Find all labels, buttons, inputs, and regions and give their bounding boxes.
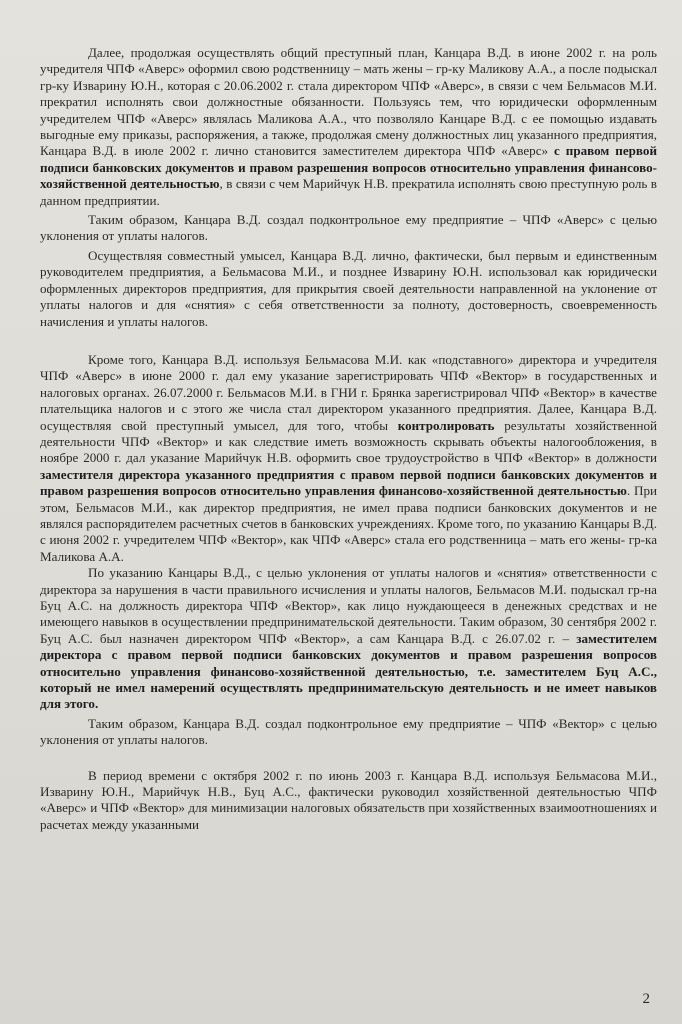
paragraph-2 bbox=[40, 212, 657, 245]
paragraph-4-bold-2: заместителя директора указанного предприятия с правом первой подписи банковских документов и правом разрешения вопросов относительно управления финансово-хозяйственной деятельностью bbox=[40, 466, 657, 499]
paragraph-4-text: Кроме того, Канцара В.Д. используя Бельмасова М.И. как «подставного» директора и учредителя ЧПФ «Аверс» в июне 2000 г. дал ему указание зарегистрировать ЧПФ «Вектор» в государственных и налоговых органах. 26.07.2000 г. Бельмасов М.И. в ГНИ г. Брянка зарегистрировал ЧПФ «Вектор» в качестве плательщика налогов и с этого же числа стал директором указанного предприятия. Далее, Канцара В.Д. осуществляя свой преступный умысел, для того, чтобы bbox=[40, 351, 657, 433]
paragraph-1-bold-1: с правом первой подписи банковских документов и правом разрешения вопросов относительно управления финансово-хозяйственной деятельностью bbox=[40, 143, 657, 192]
paragraph-3 bbox=[40, 248, 657, 330]
paragraph-7-text: В период времени с октября 2002 г. по июнь 2003 г. Канцара В.Д. используя Бельмасова М.И., Изварину Ю.Н., Марийчук Н.В., Буц А.С., фактически руководил хозяйственной деятельностью ЧПФ «Аверс» и ЧПФ «Вектор» для минимизации налоговых обязательств при хозяйственных взаимоотношениях и расчетах между указанными bbox=[40, 767, 657, 832]
paragraph-5-text: По указанию Канцары В.Д., с целью уклонения от уплаты налогов и «снятия» ответственности с директора за нарушения в части правильного исчисления и уплаты налогов, Бельмасов М.И. подыскал гр-на Буц А.С. на должность директора ЧПФ «Вектор», как лицо нуждающееся в денежных средствах и не имеющего навыков в осуществлении предпринимательской деятельности. Таким образом, 30 сентября 2002 г. Буц А.С. был назначен директором ЧПФ «Вектор», а сам Канцара В.Д. с 26.07.02 г. – bbox=[40, 565, 657, 646]
paragraph-1-text: Далее, продолжая осуществлять общий преступный план, Канцара В.Д. в июне 2002 г. на роль учредителя ЧПФ «Аверс» оформил свою родственницу – мать жены – гр-ку Маликову А.А., а после подыскал гр-ку Изварину Ю.Н., которая с 20.06.2002 г. стала директором ЧПФ «Аверс», в связи с чем Бельмасов М.И. прекратил исполнять свои должностные обязанности. Пользуясь тем, что юридически оформленным учредителем ЧПФ «Аверс» являлась Маликова А.А., что позволяло Канцаре В.Д. с ее помощью издавать выгодные ему приказы, распоряжения, а также, продолжая смену должностных лиц указанного предприятия, Канцара В.Д. в июле 2002 г. лично становится заместителем директора ЧПФ «Аверс» bbox=[40, 45, 657, 159]
paragraph-6-text: Таким образом, Канцара В.Д. создал подконтрольное ему предприятие – ЧПФ «Вектор» с целью уклонения от уплаты налогов. bbox=[40, 715, 657, 748]
paragraph-7 bbox=[40, 768, 657, 834]
paragraph-5 bbox=[40, 565, 657, 713]
paragraph-2-text: Таким образом, Канцара В.Д. создал подконтрольное ему предприятие – ЧПФ «Аверс» с целью уклонения от уплаты налогов. bbox=[40, 212, 657, 244]
paragraph-5-bold-1: заместителем директора с правом первой подписи банковских документов и правом разрешения вопросов относительно управления финансово-хозяйственной деятельностью, т.е. заместителем Буц А.С., который не имел намерений осуществлять предпринимательскую деятельность и не имеет навыков для этого. bbox=[40, 630, 657, 712]
paragraph-4-text-3: . При этом, Бельмасов М.И., как директор предприятия, не имел права подписи банковских документов и не являлся распорядителем расчетных счетов в банковских учреждениях. Кроме того, по указанию Канцары В.Д. с июня 2002 г. учредителем ЧПФ «Вектор», как ЧПФ «Аверс» стала его родственница – мать его жены- гр-ка Маликова А.А. bbox=[40, 483, 657, 564]
document-body bbox=[40, 45, 657, 833]
paragraph-1 bbox=[40, 45, 657, 209]
paragraph-4-text-2: результаты хозяйственной деятельности ЧПФ «Вектор» и как следствие иметь возможность скрывать объекты налогообложения, в ноябре 2000 г. дал указание Марийчук Н.В. оформить свое трудоустройство в ЧПФ «Вектор» в должности bbox=[40, 417, 657, 466]
page-number: 2 bbox=[642, 991, 650, 1007]
paragraph-4 bbox=[40, 352, 657, 565]
paragraph-4-bold-1: контролировать bbox=[397, 417, 495, 433]
paragraph-1-text-2: , в связи с чем Марийчук Н.В. прекратила исполнять свою преступную роль в данном предприятии. bbox=[40, 176, 657, 208]
paragraph-3-text: Осуществляя совместный умысел, Канцара В.Д. лично, фактически, был первым и единственным руководителем предприятия, а Бельмасова М.И., и позднее Изварину Ю.Н. использовал как юридически оформленных директоров предприятия, для прикрытия своей деятельности направленной на уклонение от уплаты налогов и для «снятия» с себя ответственности за полноту, достоверность, своевременность начисления и уплаты налогов. bbox=[40, 247, 657, 329]
paragraph-6 bbox=[40, 716, 657, 749]
